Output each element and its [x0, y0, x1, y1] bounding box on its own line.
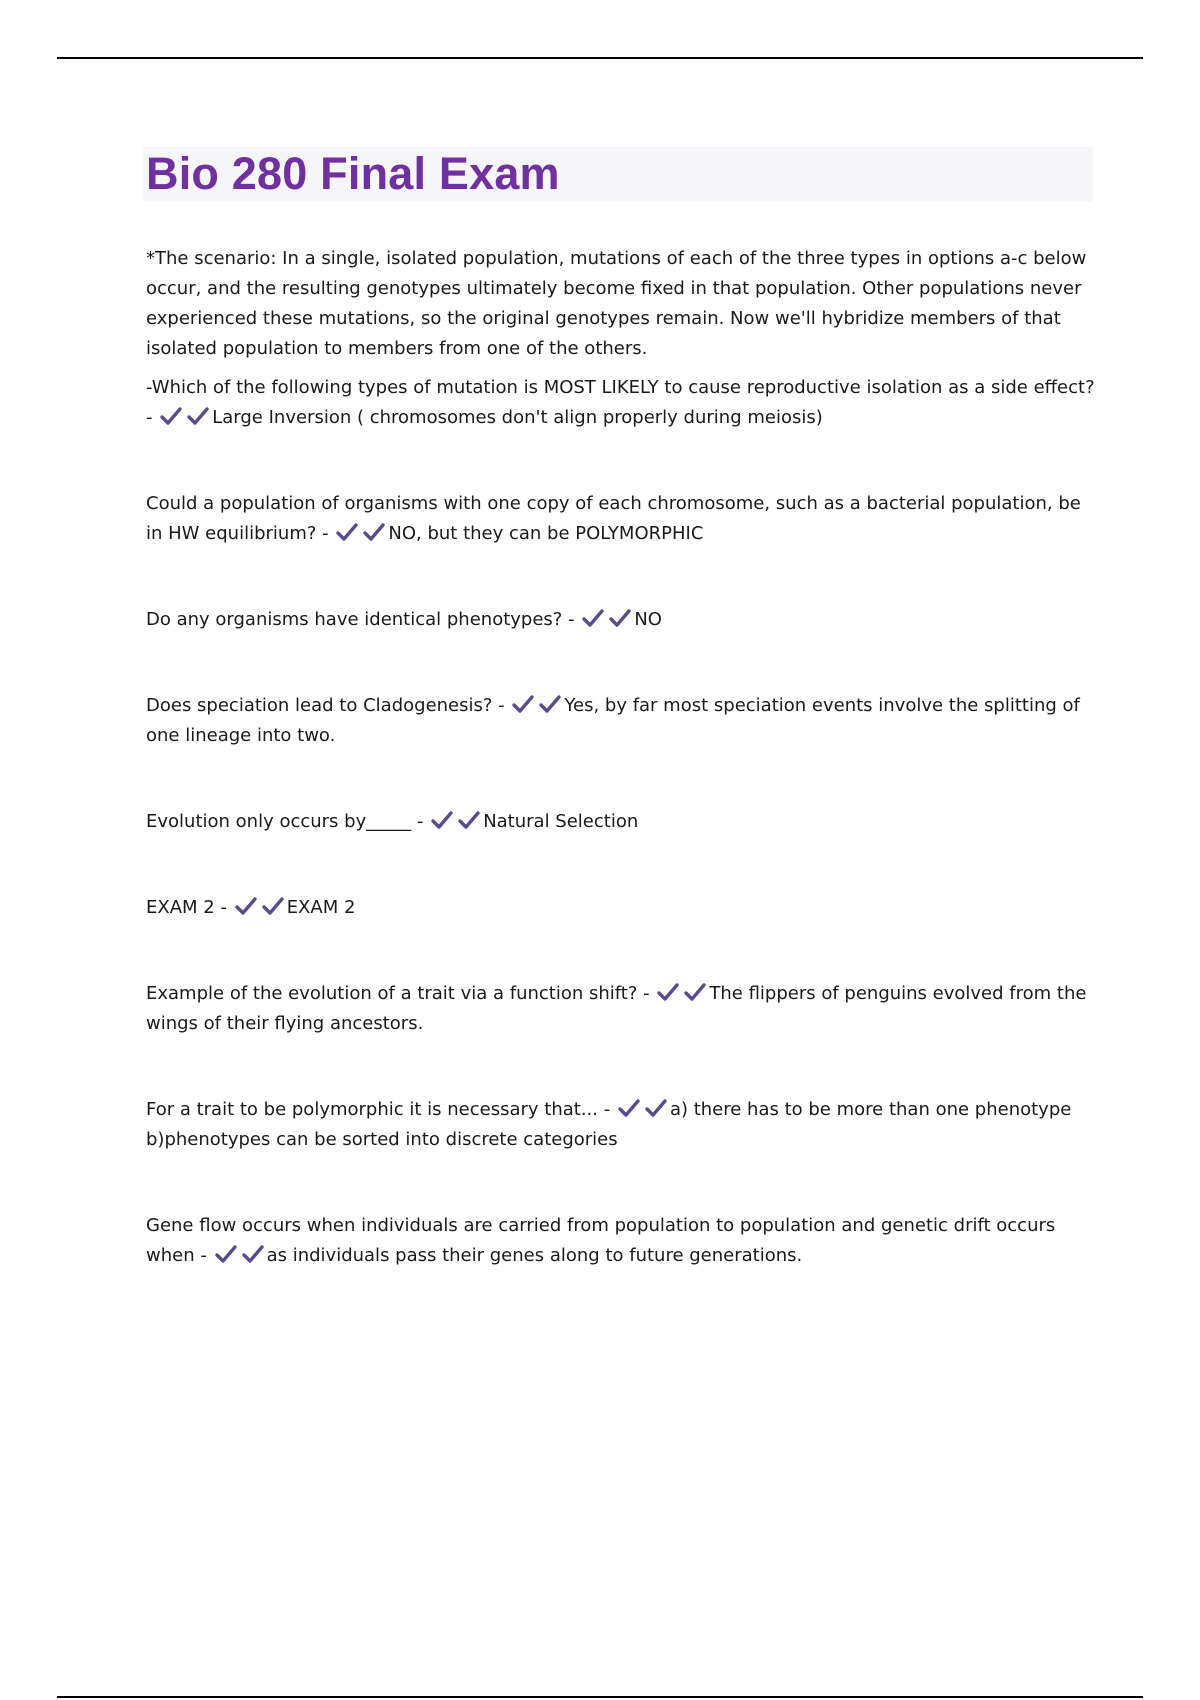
answer-continued-text: b)phenotypes can be sorted into discrete categories	[146, 1129, 618, 1150]
question-text: Evolution only occurs by_____ -	[146, 811, 424, 832]
check-mark-icon	[241, 1244, 265, 1264]
qa-item-6	[146, 893, 1096, 923]
qa-item-1	[146, 373, 1096, 433]
qa-item-7	[146, 979, 1096, 1039]
qa-item-2	[146, 489, 1096, 549]
qa-item-9	[146, 1211, 1096, 1271]
qa-item-5	[146, 807, 1096, 837]
check-mark-icon	[214, 1244, 238, 1264]
bottom-rule	[57, 1696, 1143, 1698]
answer-text: Natural Selection	[483, 811, 639, 832]
document-body	[146, 244, 1096, 1271]
check-mark-icon	[511, 694, 535, 714]
question-text: EXAM 2 -	[146, 897, 227, 918]
question-text: Do any organisms have identical phenotypes? -	[146, 609, 575, 630]
check-mark-icon	[683, 982, 707, 1002]
answer-text: as individuals pass their genes along to future generations.	[266, 1245, 803, 1266]
question-text: -Which of the following types of mutation is MOST LIKELY to cause reproductive isolation as a side effect? -	[146, 377, 1095, 428]
answer-text: a) there has to be more than one phenotype	[669, 1099, 1072, 1120]
check-mark-icon	[581, 608, 605, 628]
answer-text: NO	[634, 609, 662, 630]
answer-text: EXAM 2	[286, 897, 356, 918]
check-mark-icon	[457, 810, 481, 830]
scenario-text: *The scenario: In a single, isolated population, mutations of each of the three types in options a-c below occur, and the resulting genotypes ultimately become fixed in that population. Other populations never experienced these mutations, so the original genotypes remain. Now we'll hybridize members of that isolated population to members from one of the others.	[146, 248, 1087, 359]
check-mark-icon	[644, 1098, 668, 1118]
check-mark-icon	[234, 896, 258, 916]
qa-item-4	[146, 691, 1096, 751]
answer-text: Large Inversion ( chromosomes don't align properly during meiosis)	[212, 407, 823, 428]
qa-item-8	[146, 1095, 1096, 1155]
page-title: Bio 280 Final Exam	[146, 148, 560, 199]
check-mark-icon	[538, 694, 562, 714]
check-mark-icon	[617, 1098, 641, 1118]
answer-text: Yes, by far most speciation events involve the splitting of one lineage into two.	[146, 695, 1080, 746]
qa-item-3	[146, 605, 1096, 635]
check-mark-icon	[186, 406, 210, 426]
check-mark-icon	[362, 522, 386, 542]
check-mark-icon	[159, 406, 183, 426]
question-text: Does speciation lead to Cladogenesis? -	[146, 695, 505, 716]
check-mark-icon	[656, 982, 680, 1002]
question-text: Example of the evolution of a trait via a function shift? -	[146, 983, 650, 1004]
question-text: Gene flow occurs when individuals are carried from population to population and genetic drift occurs when -	[146, 1215, 1056, 1266]
check-mark-icon	[608, 608, 632, 628]
top-rule	[57, 57, 1143, 59]
question-text: For a trait to be polymorphic it is necessary that... -	[146, 1099, 611, 1120]
question-text: Could a population of organisms with one copy of each chromosome, such as a bacterial population, be in HW equilibrium? -	[146, 493, 1081, 544]
answer-text: The flippers of penguins evolved from the wings of their flying ancestors.	[146, 983, 1087, 1034]
check-mark-icon	[261, 896, 285, 916]
check-mark-icon	[335, 522, 359, 542]
check-mark-icon	[430, 810, 454, 830]
answer-text: NO, but they can be POLYMORPHIC	[388, 523, 704, 544]
